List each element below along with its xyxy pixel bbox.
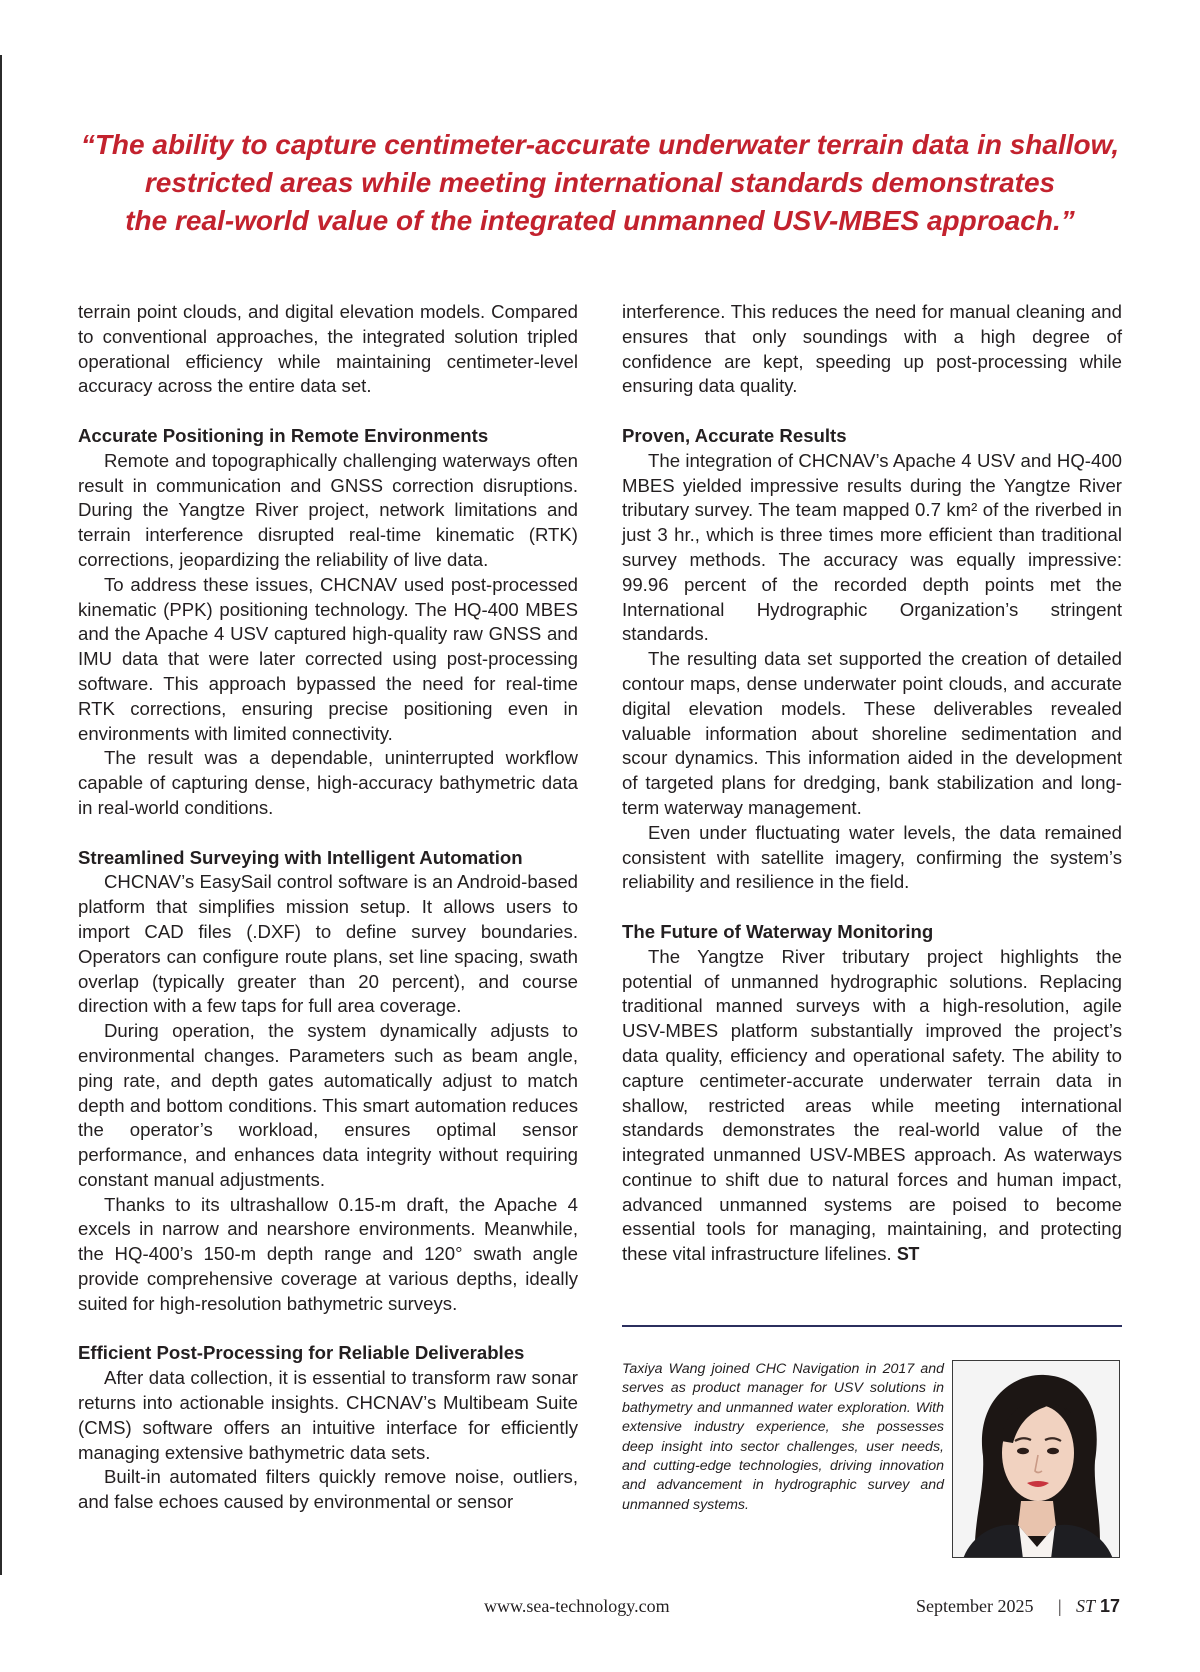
paragraph: The result was a dependable, uninterrupted workflow capable of capturing dense, high-accuracy bathymetric data in real-world conditions.	[78, 747, 578, 818]
end-of-article-mark: ST	[896, 1244, 919, 1265]
page-edge-rule	[0, 55, 2, 1575]
left-column	[78, 300, 578, 1515]
author-portrait-image	[953, 1361, 1120, 1558]
section-heading: Streamlined Surveying with Intelligent Automation	[78, 846, 523, 868]
footer-separator: |	[1058, 1596, 1062, 1616]
paragraph	[622, 945, 1122, 1267]
bio-divider	[622, 1325, 1122, 1327]
paragraph: Thanks to its ultrashallow 0.15-m draft, the Apache 4 excels in narrow and nearshore environments. Meanwhile, the HQ-400’s 150-m depth range and 120° swath angle provide comprehensive coverage at various depths, ideally suited for high-resolution bathymetric surveys.	[78, 1193, 578, 1314]
paragraph: Remote and topographically challenging waterways often result in communication and GNSS correction disruptions. During the Yangtze River project, network limitations and terrain interference disrupted real-time kinematic (RTK) corrections, jeopardizing the reliability of live data.	[78, 449, 578, 570]
paragraph: To address these issues, CHCNAV used post-processed kinematic (PPK) positioning technology. The HQ-400 MBES and the Apache 4 USV captured high-quality raw GNSS and IMU data that were later corrected using post-processing software. This approach bypassed the need for real-time RTK corrections, ensuring precise positioning even in environments with limited connectivity.	[78, 573, 578, 744]
paragraph: During operation, the system dynamically adjusts to environmental changes. Parameters such as beam angle, ping rate, and depth gates automatically adjust to match depth and bottom conditions. This smart automation reduces the operator’s workload, ensures optimal sensor performance, and enhances data integrity without requiring constant manual adjustments.	[78, 1020, 578, 1190]
paragraph: CHCNAV’s EasySail control software is an Android-based platform that simplifies mission setup. It allows users to import CAD files (.DXF) to define survey boundaries. Operators can configure route plans, set line spacing, swath overlap (typically greater than 20 percent), and course direction with a few taps for full area coverage.	[78, 871, 578, 1017]
footer-issue-date: September 2025	[916, 1596, 1034, 1616]
paragraph: Built-in automated filters quickly remove noise, outliers, and false echoes caused by environmental or sensor	[78, 1466, 578, 1513]
section-heading: The Future of Waterway Monitoring	[622, 920, 934, 942]
pull-quote	[60, 126, 1140, 240]
pull-quote-line: the real-world value of the integrated unmanned USV-MBES approach.”	[125, 205, 1075, 236]
section-heading: Efficient Post-Processing for Reliable Deliverables	[78, 1342, 525, 1364]
author-photo	[952, 1360, 1120, 1558]
paragraph: The resulting data set supported the creation of detailed contour maps, dense underwater point clouds, and accurate digital elevation models. These deliverables revealed valuable information about shoreline sedimentation and scour dynamics. This information aided in the development of targeted plans for dredging, bank stabilization and long-term waterway management.	[622, 648, 1122, 818]
author-bio: Taxiya Wang joined CHC Navigation in 2017 and serves as product manager for USV solutions in bathymetry and unmanned water exploration. With extensive industry experience, she possesses deep insight into sector challenges, user needs, and cutting-edge technologies, driving innovation and advancement in hydrographic survey and unmanned systems.	[622, 1361, 944, 1513]
paragraph: Even under fluctuating water levels, the data remained consistent with satellite imagery, confirming the system’s reliability and resilience in the field.	[622, 821, 1122, 893]
pull-quote-line: “The ability to capture centimeter-accurate underwater terrain data in shallow,	[80, 129, 1120, 160]
right-column	[622, 300, 1122, 1267]
section-heading: Accurate Positioning in Remote Environments	[78, 424, 489, 446]
section-heading: Proven, Accurate Results	[622, 424, 847, 446]
paragraph: The integration of CHCNAV’s Apache 4 USV and HQ-400 MBES yielded impressive results during the Yangtze River tributary survey. The team mapped 0.7 km² of the riverbed in just 3 hr., which is three times more efficient than traditional survey methods. The accuracy was equally impressive: 99.96 percent of the recorded depth points met the International Hydrographic Organization’s stringent standards.	[622, 449, 1122, 645]
footer-url[interactable]: www.sea-technology.com	[484, 1596, 670, 1616]
page-number: 17	[1100, 1596, 1121, 1616]
footer-magazine-name: ST	[1076, 1596, 1096, 1616]
closing-paragraph-text: The Yangtze River tributary project highlights the potential of unmanned hydrographic solutions. Replacing traditional manned surveys with a high-resolution, agile USV-MBES platform substantially improved the project’s data quality, efficiency and operational safety. The ability to capture centimeter-accurate underwater terrain data in shallow, restricted areas while meeting international standards demonstrates the real-world value of the integrated unmanned USV-MBES approach. As waterways continue to shift due to natural forces and human impact, advanced unmanned systems are poised to become essential tools for managing, maintaining, and protecting these vital infrastructure lifelines.	[622, 945, 1122, 1265]
paragraph: interference. This reduces the need for manual cleaning and ensures that only soundings with a high degree of confidence are kept, speeding up post-processing while ensuring data quality.	[622, 301, 1122, 397]
pull-quote-line: restricted areas while meeting international standards demonstrates	[144, 167, 1056, 198]
paragraph: After data collection, it is essential to transform raw sonar returns into actionable insights. CHCNAV’s Multibeam Suite (CMS) software offers an intuitive interface for efficiently managing extensive bathymetric data sets.	[78, 1367, 578, 1463]
paragraph: terrain point clouds, and digital elevation models. Compared to conventional approaches, the integrated solution tripled operational efficiency while maintaining centimeter-level accuracy across the entire data set.	[78, 301, 578, 397]
